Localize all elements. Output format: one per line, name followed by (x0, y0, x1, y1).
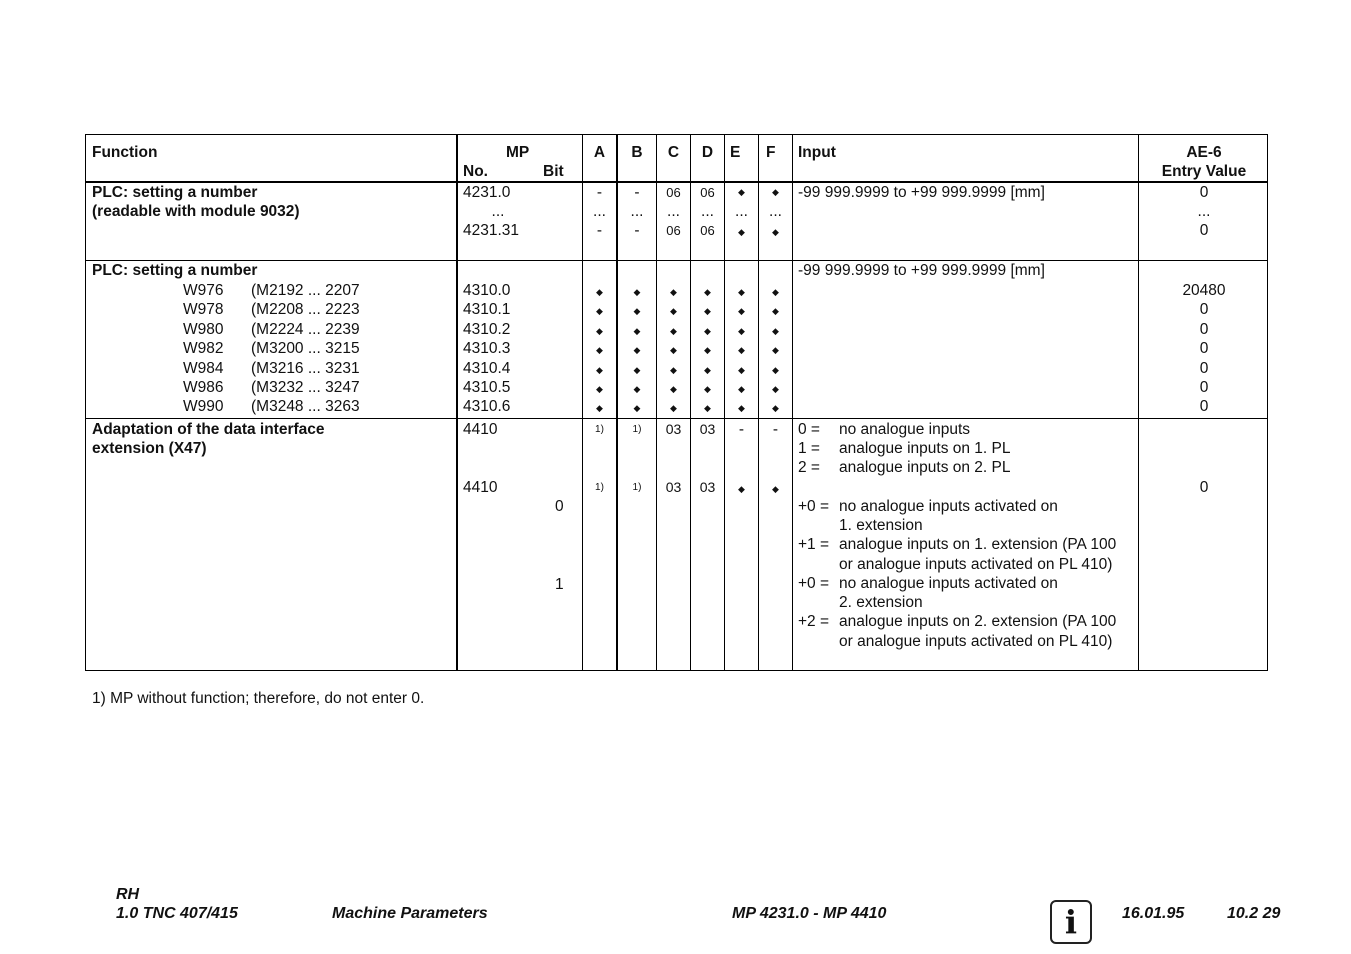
row1-c-start: 06 (666, 185, 681, 200)
header-col-a: A (593, 144, 606, 161)
row2-word: W976 (183, 282, 224, 299)
row2-diamond: ◆ (596, 384, 603, 394)
row2-diamond: ◆ (633, 325, 641, 336)
footer-section: Machine Parameters (332, 905, 488, 922)
row2-diamond: ◆ (633, 364, 641, 375)
row2-diamond: ◆ (670, 325, 677, 336)
row2-marker-range: (M2208 ... 2223 (251, 301, 360, 319)
row1-mp-ellipsis: ... (491, 203, 505, 220)
row2-diamond: ◆ (738, 345, 745, 356)
row2-marker-range: (M3248 ... 3263 (251, 398, 360, 416)
row1-d-ellipsis: ... (701, 203, 714, 220)
row2-word: W978 (183, 301, 224, 319)
row1-f-ellipsis: ... (769, 203, 782, 220)
row2-diamond: ◆ (772, 364, 779, 375)
row2-diamond: ◆ (704, 287, 711, 297)
row1-entry-ellipsis: ... (1197, 203, 1211, 220)
row2-mp: 4310.2 (463, 320, 511, 338)
header-col-e: E (730, 144, 741, 161)
row2-diamond: ◆ (596, 325, 603, 336)
footer-range: MP 4231.0 - MP 4410 (732, 905, 887, 922)
row2-entry: 0 (1199, 398, 1209, 416)
row1-a-ellipsis: ... (593, 203, 606, 220)
footer-page: 10.2 29 (1227, 905, 1281, 922)
row3-bit-0: 0 (555, 498, 564, 515)
row3-input-text: analogue inputs on 1. extension (PA 100 (839, 536, 1117, 553)
col-divider (792, 135, 793, 670)
row2-marker-range: (M3200 ... 3215 (251, 340, 360, 358)
row1-entry-start: 0 (1199, 184, 1209, 201)
header-no: No. (463, 163, 488, 180)
row2-diamond: ◆ (670, 345, 677, 356)
row1-f-start: ◆ (772, 187, 779, 197)
row2-mp: 4310.6 (463, 398, 511, 416)
row1-e-start: ◆ (738, 187, 745, 197)
row3-input-key: +0 = (798, 575, 830, 592)
row2-diamond: ◆ (738, 306, 745, 317)
row1-f-end: ◆ (772, 227, 779, 237)
row2-mp: 4310.3 (463, 340, 511, 358)
row1-d-end: 06 (700, 223, 715, 238)
row3-f-diamond: ◆ (772, 484, 779, 494)
row3-input-text: no analogue inputs (839, 421, 971, 438)
row2-word: W982 (183, 340, 224, 358)
row2-entry: 0 (1199, 359, 1209, 377)
row1-input: -99 999.9999 to +99 999.9999 [mm] (798, 184, 1045, 201)
row1-e-ellipsis: ... (735, 203, 748, 220)
row1-c-ellipsis: ... (667, 203, 680, 220)
footnote: 1) MP without function; therefore, do not enter 0. (92, 690, 425, 707)
row2-diamond: ◆ (772, 345, 779, 356)
row1-mp-end: 4231.31 (463, 222, 520, 239)
row2-diamond: ◆ (738, 325, 745, 336)
row2-title: PLC: setting a number (92, 262, 258, 279)
row2-diamond: ◆ (596, 306, 603, 317)
row1-b-end: - (634, 222, 640, 239)
row2-diamond: ◆ (633, 384, 641, 394)
row2-diamond: ◆ (772, 403, 779, 414)
row3-entry: 0 (1199, 479, 1209, 496)
header-mp: MP (506, 144, 530, 161)
row2-diamond: ◆ (772, 325, 779, 336)
row2-diamond: ◆ (738, 287, 745, 297)
header-ae6: AE-6 (1186, 144, 1222, 161)
row3-a-footnote-2: 1) (595, 482, 604, 493)
row1-b-ellipsis: ... (630, 203, 644, 220)
row3-input-key: 1 = (798, 440, 820, 457)
header-col-f: F (766, 144, 776, 161)
row2-marker-range: (M2192 ... 2207 (251, 282, 360, 299)
row2-input: -99 999.9999 to +99 999.9999 [mm] (798, 262, 1045, 279)
row2-entry: 0 (1199, 340, 1209, 358)
footer-version: 1.0 TNC 407/415 (116, 905, 238, 922)
row2-diamond: ◆ (670, 287, 677, 297)
row3-b-footnote: 1) (632, 424, 642, 435)
header-entry-value: Entry Value (1161, 163, 1247, 180)
row2-diamond: ◆ (596, 403, 603, 414)
info-icon: i (1050, 900, 1092, 944)
row1-b-start: - (634, 184, 640, 201)
row2-diamond: ◆ (704, 403, 711, 414)
row2-mp: 4310.1 (463, 301, 511, 319)
row2-diamond: ◆ (772, 384, 779, 394)
row3-input-text: 1. extension (839, 517, 923, 534)
row2-diamond: ◆ (596, 345, 603, 356)
row2-diamond: ◆ (772, 306, 779, 317)
row3-input-key: 2 = (798, 459, 820, 476)
row2-diamond: ◆ (704, 325, 711, 336)
row1-c-end: 06 (666, 223, 681, 238)
row3-b-footnote-2: 1) (632, 482, 642, 493)
row3-input-text: or analogue inputs activated on PL 410) (839, 556, 1113, 573)
row1-a-start: - (596, 184, 603, 201)
row2-marker-range: (M2224 ... 2239 (251, 320, 360, 338)
row2-diamond: ◆ (670, 384, 677, 394)
row3-input-key: 0 = (798, 421, 820, 438)
row3-d-value: 03 (699, 421, 716, 437)
row1-e-end: ◆ (738, 227, 745, 237)
row3-input-text: no analogue inputs activated on (839, 498, 1058, 515)
row2-diamond: ◆ (704, 306, 711, 317)
row1-subtitle: (readable with module 9032) (92, 203, 300, 220)
row2-marker-range: (M3232 ... 3247 (251, 379, 360, 396)
row2-diamond: ◆ (704, 384, 711, 394)
row3-title: Adaptation of the data interface (92, 421, 325, 438)
row3-c-value-2: 03 (665, 479, 682, 495)
row3-e-dash: - (738, 421, 745, 438)
row2-diamond: ◆ (670, 364, 677, 375)
row3-input-text: no analogue inputs activated on (839, 575, 1058, 592)
header-input: Input (798, 144, 836, 161)
row1-title: PLC: setting a number (92, 184, 258, 201)
row1-entry-end: 0 (1199, 222, 1209, 239)
row2-diamond: ◆ (670, 306, 677, 317)
row1-a-end: - (596, 222, 603, 239)
row2-diamond: ◆ (633, 403, 641, 414)
row3-input-text: analogue inputs on 2. PL (839, 459, 1011, 476)
header-function: Function (92, 144, 158, 161)
row2-diamond: ◆ (738, 384, 745, 394)
header-bit: Bit (543, 163, 564, 180)
footer-date: 16.01.95 (1122, 905, 1185, 922)
header-col-d: D (701, 144, 714, 161)
row2-diamond: ◆ (596, 364, 603, 375)
row2-diamond: ◆ (633, 287, 641, 297)
row2-diamond: ◆ (704, 364, 711, 375)
row3-input-text: analogue inputs on 1. PL (839, 440, 1011, 457)
row2-word: W986 (183, 379, 224, 396)
row2-diamond: ◆ (596, 287, 603, 297)
row2-diamond: ◆ (738, 364, 745, 375)
row3-input-text: analogue inputs on 2. extension (PA 100 (839, 613, 1117, 630)
footer-author: RH (116, 886, 140, 903)
row3-subtitle: extension (X47) (92, 440, 207, 457)
row3-f-dash: - (772, 421, 779, 438)
header-col-b: B (631, 144, 643, 161)
row2-word: W980 (183, 320, 224, 338)
row3-input-text: 2. extension (839, 594, 923, 611)
row2-diamond: ◆ (772, 287, 779, 297)
row3-input-key: +0 = (798, 498, 830, 515)
row3-a-footnote: 1) (595, 424, 604, 435)
row2-word: W990 (183, 398, 224, 416)
row3-bit-1: 1 (555, 576, 564, 593)
row2-entry: 0 (1199, 301, 1209, 319)
row3-d-value-2: 03 (699, 479, 716, 495)
row2-entry: 0 (1199, 379, 1209, 396)
row-divider (86, 260, 1267, 261)
row1-mp-start: 4231.0 (463, 184, 511, 201)
row2-word: W984 (183, 359, 224, 377)
row3-c-value: 03 (665, 421, 682, 437)
row2-diamond: ◆ (738, 403, 745, 414)
row2-diamond: ◆ (633, 345, 641, 356)
parameter-table (85, 134, 1268, 671)
row2-mp: 4310.0 (463, 282, 511, 299)
row3-input-text: or analogue inputs activated on PL 410) (839, 633, 1113, 650)
row3-input-key: +1 = (798, 536, 830, 553)
row2-diamond: ◆ (633, 306, 641, 317)
row3-mp-a: 4410 (463, 421, 498, 438)
row3-input-key: +2 = (798, 613, 830, 630)
col-divider (456, 135, 458, 670)
header-col-c: C (667, 144, 680, 161)
row2-mp: 4310.4 (463, 359, 511, 377)
row2-diamond: ◆ (704, 345, 711, 356)
row2-entry: 20480 (1182, 282, 1226, 299)
row1-d-start: 06 (700, 185, 715, 200)
row3-e-diamond: ◆ (738, 484, 745, 494)
row2-diamond: ◆ (670, 403, 677, 414)
row2-entry: 0 (1199, 320, 1209, 338)
row3-mp-b: 4410 (463, 479, 498, 496)
row2-mp: 4310.5 (463, 379, 511, 396)
row2-marker-range: (M3216 ... 3231 (251, 359, 360, 377)
